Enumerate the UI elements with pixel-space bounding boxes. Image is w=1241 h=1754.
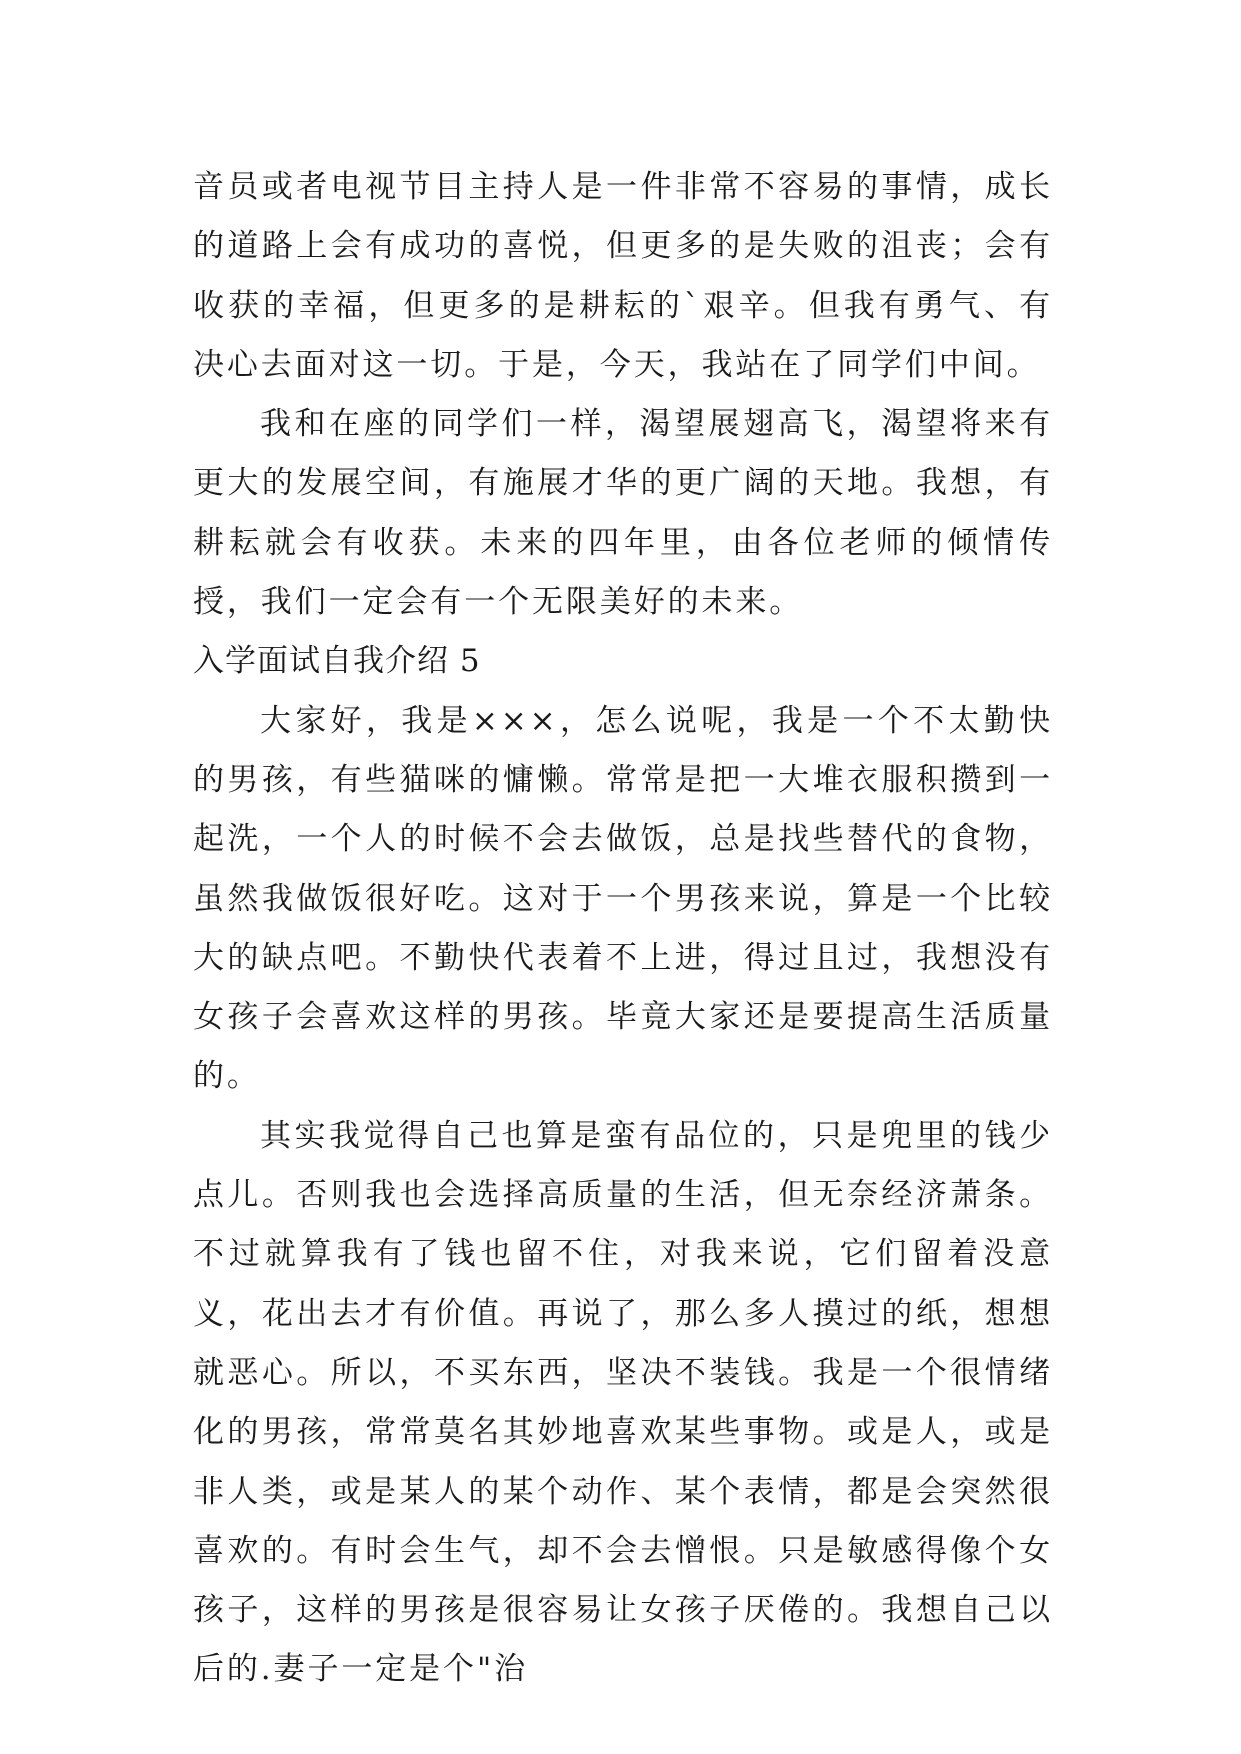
paragraph-continuation: 音员或者电视节目主持人是一件非常不容易的事情，成长的道路上会有成功的喜悦，但更多的是失败的沮丧；会有收获的幸福，但更多的是耕耘的`艰辛。但我有勇气、有决心去面对这一切。于是，今天，我站在了同学们中间。 — [193, 169, 1053, 383]
document-page — [193, 158, 1053, 1700]
paragraph-aspiration: 我和在座的同学们一样，渴望展翅高飞，渴望将来有更大的发展空间，有施展才华的更广阔的天地。我想，有耕耘就会有收获。未来的四年里，由各位老师的倾情传授，我们一定会有一个无限美好的未来。 — [193, 406, 1053, 621]
paragraph-personality: 其实我觉得自己也算是蛮有品位的，只是兜里的钱少点儿。否则我也会选择高质量的生活，但无奈经济萧条。不过就算我有了钱也留不住，对我来说，它们留着没意义，花出去才有价值。再说了，那么多人摸过的纸，想想就恶心。所以，不买东西，坚决不装钱。我是一个很情绪化的男孩，常常莫名其妙地喜欢某些事物。或是人，或是非人类，或是某人的某个动作、某个表情，都是会突然很喜欢的。有时会生气，却不会去憎恨。只是敏感得像个女孩子，这样的男孩是很容易让女孩子厌倦的。我想自己以后的.妻子一定是个"治 — [193, 1117, 1053, 1688]
paragraph-introduction: 大家好，我是×××，怎么说呢，我是一个不太勤快的男孩，有些猫咪的慵懒。常常是把一大堆衣服积攒到一起洗，一个人的时候不会去做饭，总是找些替代的食物，虽然我做饭很好吃。这对于一个男孩来说，算是一个比较大的缺点吧。不勤快代表着不上进，得过且过，我想没有女孩子会喜欢这样的男孩。毕竟大家还是要提高生活质量的。 — [193, 702, 1053, 1095]
section-heading: 入学面试自我介绍 5 — [193, 643, 481, 680]
